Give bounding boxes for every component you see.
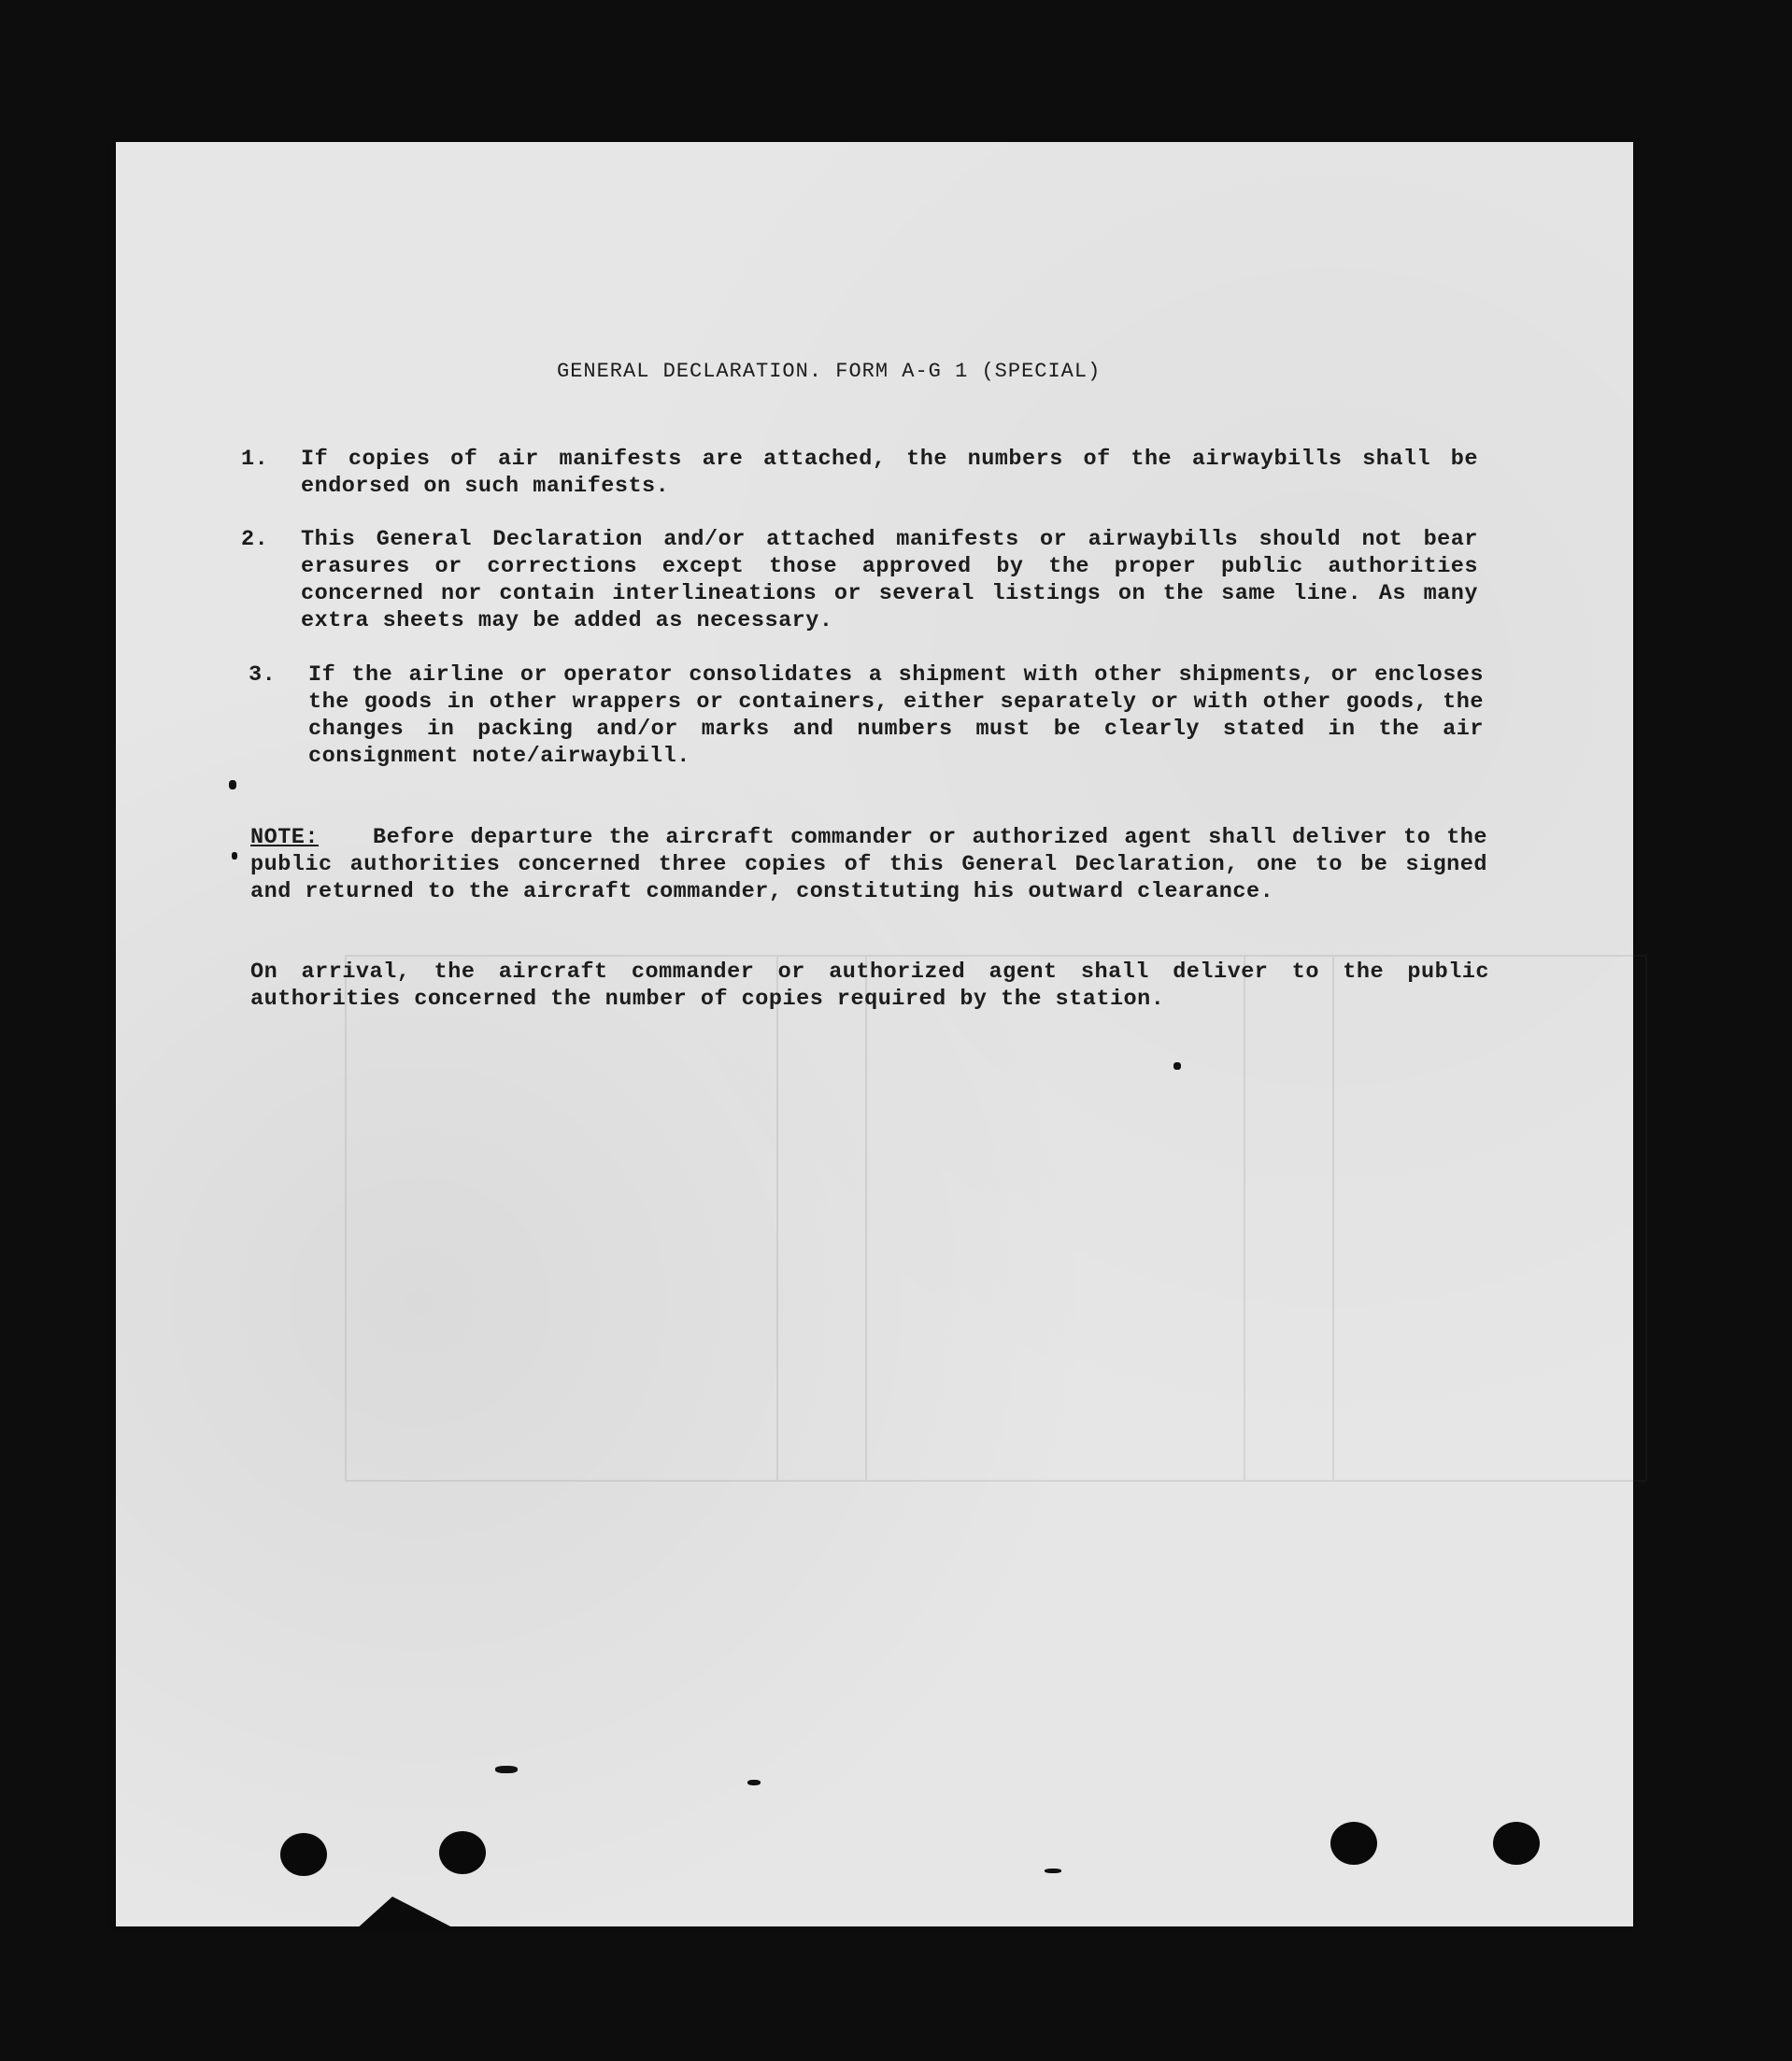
list-item <box>241 446 1478 500</box>
ink-speck <box>229 780 236 789</box>
punch-hole <box>439 1831 486 1874</box>
item-text: This General Declaration and/or attached manifests or airwaybills should not bear erasures or corrections except those approved by the proper public authorities concerned nor contain interlineations or several listings on the same line. As many extra sheets may be added as necessary. <box>301 527 1478 633</box>
page-title: GENERAL DECLARATION. FORM A-G 1 (SPECIAL) <box>557 360 1102 383</box>
note-paragraph <box>250 824 1487 905</box>
punch-hole <box>1493 1822 1540 1865</box>
ink-speck <box>1045 1869 1061 1873</box>
punch-hole <box>280 1833 327 1876</box>
item-text: If copies of air manifests are attached, the numbers of the airwaybills shall be endorsed on such manifests. <box>301 447 1478 499</box>
item-number: 1. <box>241 447 269 472</box>
ink-speck <box>1173 1062 1181 1070</box>
ink-speck <box>495 1766 518 1773</box>
arrival-paragraph: On arrival, the aircraft commander or authorized agent shall deliver to the public authorities concerned the number of copies required by the station. <box>250 959 1489 1012</box>
punch-hole <box>1330 1822 1377 1865</box>
ink-speck <box>747 1780 761 1785</box>
ink-speck <box>232 852 237 860</box>
item-number: 2. <box>241 527 269 552</box>
list-item <box>249 661 1484 770</box>
item-number: 3. <box>249 662 277 688</box>
item-text: If the airline or operator consolidates a shipment with other shipments, or encloses the goods in other wrappers or containers, either separately or with other goods, the changes in packing and/or marks and numbers must be clearly stated in the air consignment note/airwaybill. <box>308 662 1484 769</box>
list-item <box>241 526 1478 634</box>
torn-edge-mark <box>355 1897 458 1930</box>
note-text: Before departure the aircraft commander or authorized agent shall deliver to the public authorities concerned three copies of this General Declaration, one to be signed and returned to the aircraft commander, constituting his outward clearance. <box>250 825 1487 904</box>
note-label: NOTE: <box>250 825 320 850</box>
